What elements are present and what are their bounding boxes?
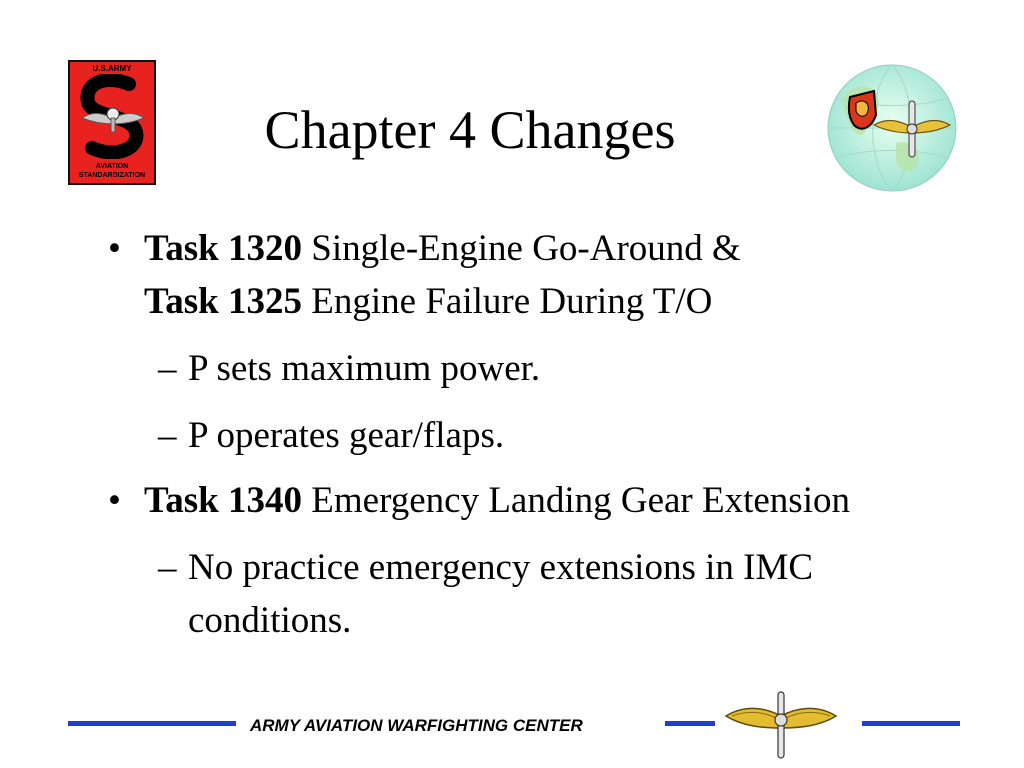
aviation-wings-propeller-icon xyxy=(724,690,838,760)
bullet-line-2 xyxy=(144,275,908,328)
sub-bullet-text: P operates gear/flaps. xyxy=(188,415,505,456)
footer-text: ARMY AVIATION WARFIGHTING CENTER xyxy=(250,716,583,735)
bullet-line-1 xyxy=(144,222,908,275)
slide-title: Chapter 4 Changes xyxy=(264,100,676,160)
aviation-standardization-insignia-icon xyxy=(74,74,152,159)
footer-rule-right xyxy=(862,721,960,726)
sub-bullet-text: No practice emergency extensions in IMC conditions. xyxy=(188,547,814,641)
logo-bottom-line-1: AVIATION xyxy=(95,163,129,170)
army-aviation-globe-insignia-icon xyxy=(826,63,958,193)
sub-bullet-dash: – xyxy=(158,415,177,456)
task-label: Task 1320 xyxy=(144,228,303,269)
footer-rule-middle xyxy=(665,721,715,726)
bullet-dot: • xyxy=(108,480,121,521)
task-label: Task 1325 xyxy=(144,281,303,322)
task-label: Task 1340 xyxy=(144,480,303,521)
sub-bullet-item xyxy=(108,409,908,462)
logo-bottom-line-2: STANDARDIZATION xyxy=(78,172,146,179)
aviation-standardization-logo xyxy=(68,60,156,185)
task-description: Emergency Landing Gear Extension xyxy=(302,480,850,521)
task-description: Single-Engine Go-Around & xyxy=(302,228,741,269)
slide-body xyxy=(108,222,908,647)
bullet-dot: • xyxy=(108,228,121,269)
sub-bullet-item xyxy=(108,342,908,395)
bullet-item xyxy=(108,474,908,527)
sub-bullet-dash: – xyxy=(158,547,177,588)
bullet-item xyxy=(108,222,908,328)
sub-bullet-text: P sets maximum power. xyxy=(188,348,541,389)
sub-bullet-item xyxy=(108,541,908,647)
logo-top-text: U.S.ARMY xyxy=(92,64,132,73)
logo-bottom-text xyxy=(70,162,154,180)
footer-rule-left xyxy=(68,721,236,726)
task-description: Engine Failure During T/O xyxy=(302,281,713,322)
sub-bullet-dash: – xyxy=(158,348,177,389)
